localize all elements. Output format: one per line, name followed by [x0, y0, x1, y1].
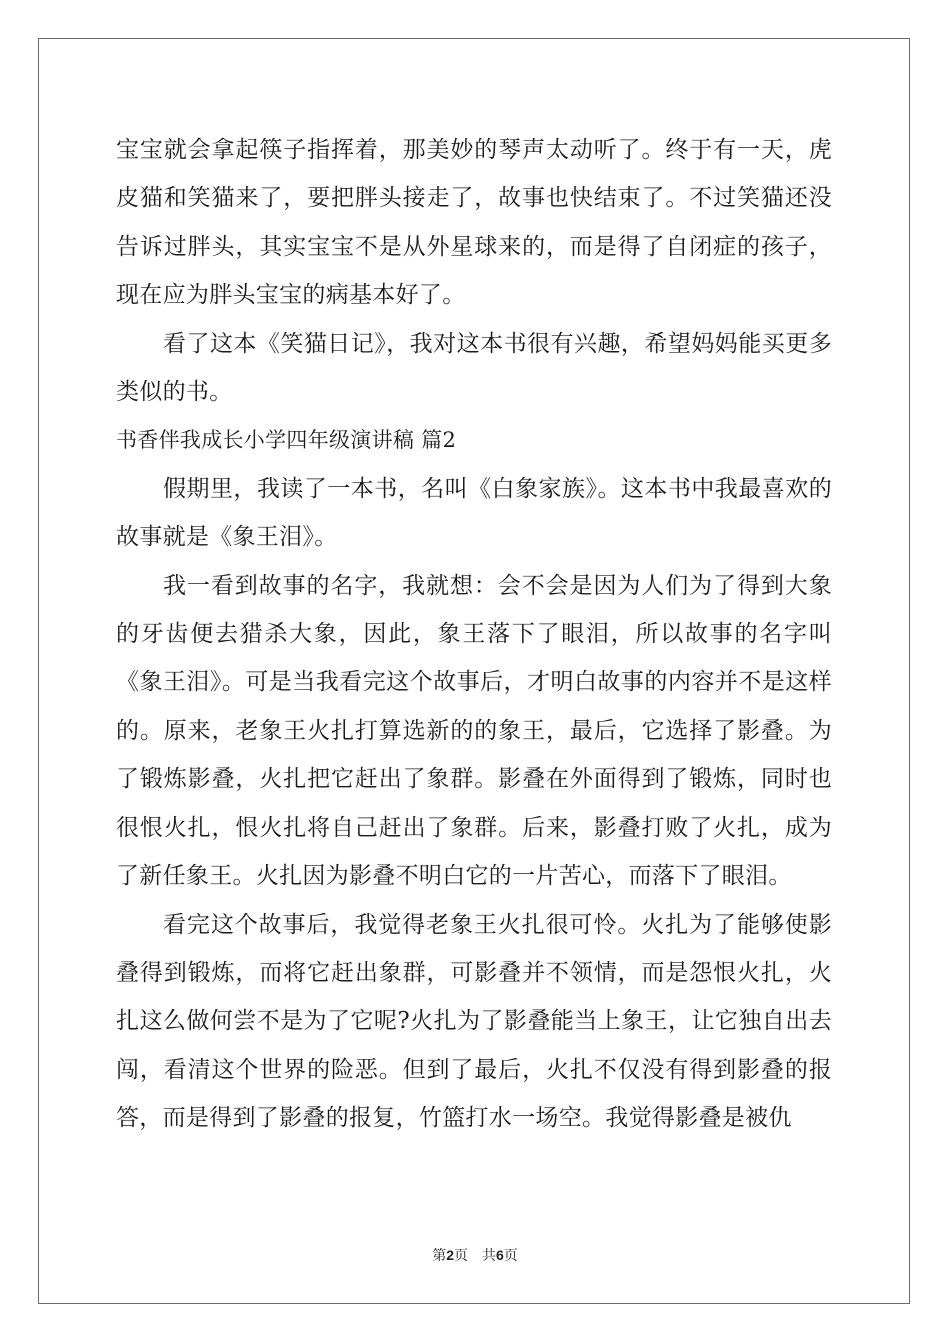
- paragraph: 假期里，我读了一本书，名叫《白象家族》。这本书中我最喜欢的故事就是《象王泪》。: [116, 475, 832, 551]
- page-footer: 第2页 共6页: [432, 1247, 518, 1264]
- paragraph-continued: 宝宝就会拿起筷子指挥着，那美妙的琴声太动听了。终于有一天，虎皮猫和笑猫来了，要把胖头接走了，故事也快结束了。不过笑猫还没告诉过胖头，其实宝宝不是从外星球来的，而是得了自闭症的孩子，现在应为胖头宝宝的病基本好了。: [116, 137, 832, 309]
- paragraph: 我一看到故事的名字，我就想：会不会是因为人们为了得到大象的牙齿便去猎杀大象，因此，象王落下了眼泪，所以故事的名字叫《象王泪》。可是当我看完这个故事后，才明白故事的内容并不是这样的。原来，老象王火扎打算选新的的象王，最后，它选择了影叠。为了锻炼影叠，火扎把它赶出了象群。影叠在外面得到了锻炼，同时也很恨火扎，恨火扎将自己赶出了象群。后来，影叠打败了火扎，成为了新任象王。火扎因为影叠不明白它的一片苦心，而落下了眼泪。: [116, 572, 832, 890]
- paragraph: 看了这本《笑猫日记》，我对这本书很有兴趣，希望妈妈能买更多类似的书。: [116, 330, 832, 406]
- total-page-count: 6: [496, 1247, 504, 1263]
- section-heading: 书香伴我成长小学四年级演讲稿 篇2: [116, 428, 457, 453]
- current-page-number: 2: [446, 1247, 454, 1263]
- document-body: [116, 126, 832, 1143]
- paragraph: 看完这个故事后，我觉得老象王火扎很可怜。火扎为了能够使影叠得到锻炼，而将它赶出象群，可影叠并不领情，而是怨恨火扎，火扎这么做何尝不是为了它呢?火扎为了影叠能当上象王，让它独自出去闯，看清这个世界的险恶。但到了最后，火扎不仅没有得到影叠的报答，而是得到了影叠的报复，竹篮打水一场空。我觉得影叠是被仇: [116, 911, 832, 1132]
